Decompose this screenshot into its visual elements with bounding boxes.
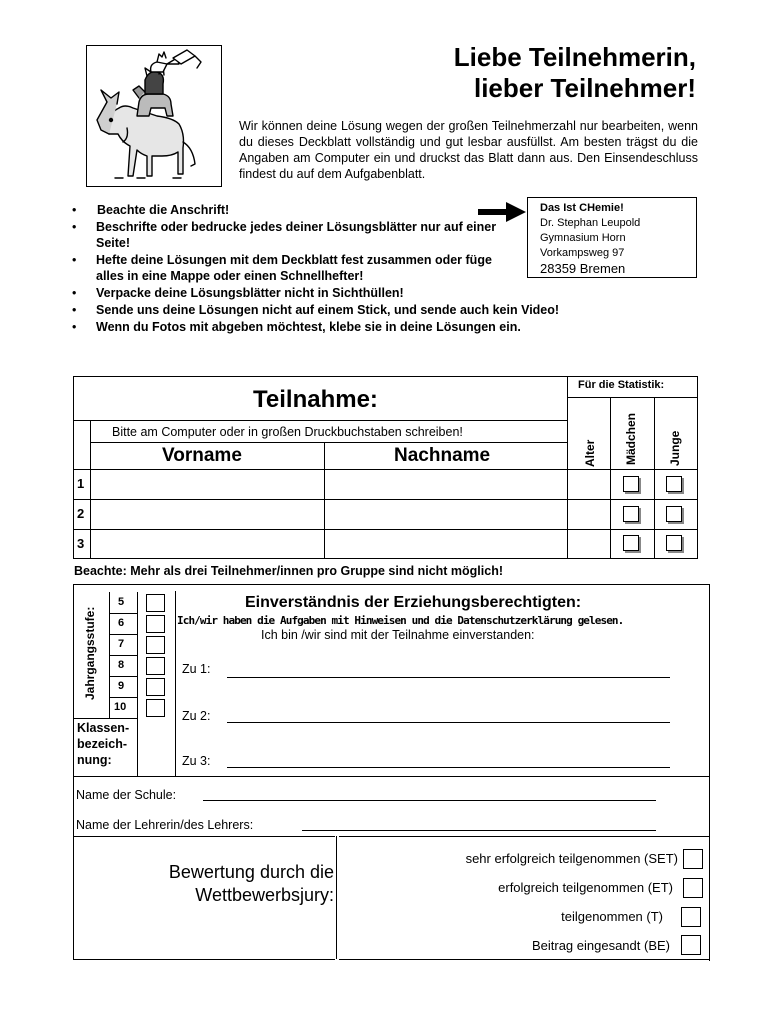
- title-line-1: Liebe Teilnehmerin,: [453, 42, 696, 72]
- rating-set-checkbox[interactable]: [683, 849, 703, 869]
- table-divider: [73, 469, 698, 470]
- participants-note: Beachte: Mehr als drei Teilnehmer/innen pro Gruppe sind nicht möglich!: [74, 564, 503, 578]
- class-label-line-1: Klassen-: [77, 721, 130, 735]
- grade-label: Jahrgangsstufe:: [83, 606, 97, 700]
- table-divider: [324, 442, 325, 558]
- bremen-musicians-drawing: [87, 46, 221, 186]
- grade-grid-line: [109, 676, 137, 677]
- table-border: [697, 376, 698, 558]
- instruction-item: • Beschrifte oder bedrucke jedes deiner Lösungsblätter nur auf einer Seite!: [70, 219, 516, 251]
- table-border: [73, 376, 74, 558]
- address-line-4: Vorkampsweg 97: [540, 247, 625, 259]
- bremen-musicians-logo: [86, 45, 222, 187]
- consent-signature-2-line[interactable]: [227, 722, 670, 723]
- rating-label: [120, 861, 334, 907]
- consent-to-2-label: Zu 2:: [182, 709, 211, 723]
- table-divider: [73, 529, 698, 530]
- table-border: [73, 376, 698, 377]
- nachname-input-3[interactable]: [326, 531, 566, 557]
- form-border: [73, 584, 709, 585]
- table-divider: [654, 397, 655, 558]
- grade-grid-line: [137, 592, 138, 776]
- teacher-name-input[interactable]: [302, 830, 656, 831]
- grade-7-label: 7: [118, 638, 125, 650]
- vorname-input-3[interactable]: [92, 531, 322, 557]
- title-line-2: lieber Teilnehmer!: [473, 73, 696, 103]
- rating-option-t: teilgenommen (T): [561, 909, 663, 924]
- address-line-2: Dr. Stephan Leupold: [540, 217, 641, 229]
- instruction-item: • Verpacke deine Lösungsblätter nicht in Sichthüllen!: [70, 285, 590, 301]
- instruction-item: • Sende uns deine Lösungen nicht auf einem Stick, und sende auch kein Video!: [70, 302, 591, 318]
- instruction-item: • Beachte die Anschrift!: [70, 202, 590, 218]
- school-name-label: Name der Schule:: [76, 788, 177, 802]
- form-border: [73, 836, 74, 959]
- consent-to-3-label: Zu 3:: [182, 754, 211, 768]
- teacher-name-label: Name der Lehrerin/des Lehrers:: [76, 818, 254, 832]
- address-line-1: Das Ist CHemie!: [540, 202, 624, 214]
- grade-6-label: 6: [118, 617, 125, 629]
- column-alter: Alter: [583, 439, 597, 467]
- form-border: [73, 776, 74, 836]
- rating-t-checkbox[interactable]: [681, 907, 701, 927]
- form-border: [339, 959, 709, 960]
- consent-line-2: Ich bin /wir sind mit der Teilnahme einverstanden:: [261, 628, 535, 642]
- table-divider: [90, 442, 567, 443]
- instruction-list: [70, 202, 590, 336]
- form-divider: [73, 776, 709, 777]
- grade-5-checkbox[interactable]: [146, 594, 165, 612]
- junge-checkbox-3[interactable]: [666, 535, 682, 551]
- participation-title: Teilnahme:: [253, 386, 378, 413]
- column-junge: Junge: [668, 430, 682, 466]
- class-label-line-3: nung:: [77, 753, 112, 767]
- table-divider: [73, 420, 567, 421]
- form-border: [709, 584, 710, 961]
- intro-text: Wir können deine Lösung wegen der großen Teilnehmerzahl nur bearbeiten, wenn du dieses Deckblatt vollständig und gut lesbar ausfüllst. Am besten trägst du die Angaben am Computer ein und druckst das Blatt dann aus. Den Einsendeschluss findest du auf dem Aufgabenblatt.: [239, 119, 698, 181]
- alter-input-1[interactable]: [569, 471, 609, 498]
- table-border: [73, 558, 698, 559]
- rating-label-line-2: Wettbewerbsjury:: [195, 885, 334, 905]
- class-label: [77, 720, 129, 768]
- maedchen-checkbox-2[interactable]: [623, 506, 639, 522]
- consent-signature-3-line[interactable]: [227, 767, 670, 768]
- table-divider: [73, 499, 698, 500]
- alter-input-2[interactable]: [569, 501, 609, 528]
- form-border: [73, 959, 335, 960]
- grade-7-checkbox[interactable]: [146, 636, 165, 654]
- grade-grid-line: [73, 718, 137, 719]
- grade-9-label: 9: [118, 680, 125, 692]
- table-divider: [567, 376, 568, 558]
- participation-hint: Bitte am Computer oder in großen Druckbuchstaben schreiben!: [112, 425, 463, 439]
- grade-grid-line: [109, 634, 137, 635]
- form-divider: [336, 836, 337, 959]
- rating-et-checkbox[interactable]: [683, 878, 703, 898]
- table-divider: [567, 397, 697, 398]
- consent-to-1-label: Zu 1:: [182, 662, 211, 676]
- grade-10-label: 10: [114, 701, 127, 713]
- row-number: 3: [77, 536, 85, 551]
- instruction-item: • Hefte deine Lösungen mit dem Deckblatt fest zusammen oder füge alles in eine Mappe oder einen Schnellhefter!: [70, 252, 516, 284]
- rating-be-checkbox[interactable]: [681, 935, 701, 955]
- form-divider: [339, 836, 709, 837]
- rating-option-et: erfolgreich teilgenommen (ET): [498, 880, 673, 895]
- column-maedchen: Mädchen: [624, 412, 638, 465]
- form-divider: [73, 836, 335, 837]
- class-label-line-2: bezeich-: [77, 737, 128, 751]
- class-name-input[interactable]: [139, 720, 173, 774]
- column-nachname: Nachname: [394, 445, 491, 466]
- grade-6-checkbox[interactable]: [146, 615, 165, 633]
- alter-input-3[interactable]: [569, 531, 609, 557]
- address-line-5: 28359 Bremen: [540, 261, 626, 276]
- nachname-input-1[interactable]: [326, 471, 566, 498]
- grade-grid-line: [109, 697, 137, 698]
- rating-option-set: sehr erfolgreich teilgenommen (SET): [465, 851, 678, 866]
- maedchen-checkbox-1[interactable]: [623, 476, 639, 492]
- school-name-input[interactable]: [203, 800, 656, 801]
- grade-8-label: 8: [118, 659, 125, 671]
- maedchen-checkbox-3[interactable]: [623, 535, 639, 551]
- vorname-input-2[interactable]: [92, 501, 322, 528]
- row-number: 1: [77, 476, 85, 491]
- row-number: 2: [77, 506, 85, 521]
- form-divider: [175, 590, 176, 776]
- address-line-3: Gymnasium Horn: [540, 232, 626, 244]
- stats-label: Für die Statistik:: [578, 379, 665, 391]
- junge-checkbox-1[interactable]: [666, 476, 682, 492]
- grade-10-checkbox[interactable]: [146, 699, 165, 717]
- grade-8-checkbox[interactable]: [146, 657, 165, 675]
- vorname-input-1[interactable]: [92, 471, 322, 498]
- rating-label-line-1: Bewertung durch die: [168, 862, 334, 882]
- table-divider: [610, 397, 611, 558]
- table-divider: [90, 420, 91, 558]
- grade-5-label: 5: [118, 596, 125, 608]
- page-title: [454, 42, 696, 104]
- form-border: [73, 584, 74, 776]
- instruction-item: • Wenn du Fotos mit abgeben möchtest, klebe sie in deine Lösungen ein.: [70, 319, 590, 335]
- consent-line-1: Ich/wir haben die Aufgaben mit Hinweisen und die Datenschutzerklärung gelesen.: [177, 614, 624, 627]
- grade-grid-line: [109, 613, 137, 614]
- rating-option-be: Beitrag eingesandt (BE): [531, 938, 670, 953]
- consent-title: Einverständnis der Erziehungsberechtigten:: [245, 594, 582, 611]
- grade-grid-line: [109, 655, 137, 656]
- column-vorname: Vorname: [162, 445, 242, 466]
- form-divider: [175, 590, 709, 591]
- grade-9-checkbox[interactable]: [146, 678, 165, 696]
- consent-signature-1-line[interactable]: [227, 677, 670, 678]
- junge-checkbox-2[interactable]: [666, 506, 682, 522]
- nachname-input-2[interactable]: [326, 501, 566, 528]
